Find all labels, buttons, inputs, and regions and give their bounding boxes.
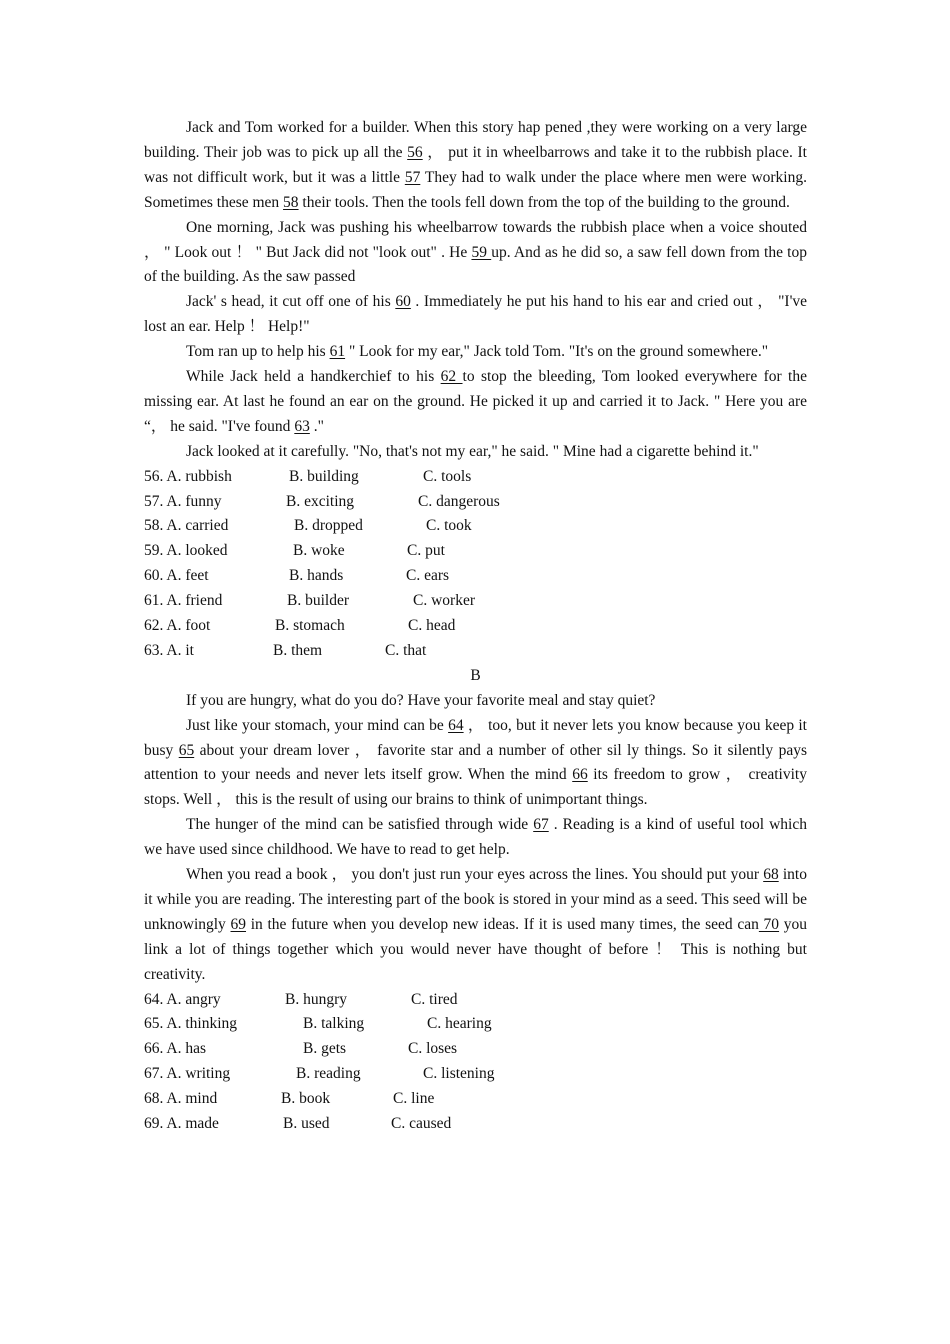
option-c: C. line [393, 1090, 435, 1108]
blank-number: 70 [758, 915, 780, 933]
option-row-59 [144, 539, 807, 564]
option-b: B. reading [296, 1065, 361, 1083]
option-b: B. used [283, 1115, 330, 1133]
option-a: 67. A. writing [144, 1065, 231, 1083]
option-c: C. hearing [427, 1015, 492, 1033]
blank-number: 65 [178, 741, 195, 759]
text-run: ." [309, 417, 324, 435]
option-c: C. caused [391, 1115, 452, 1133]
option-b: B. them [273, 641, 323, 659]
option-a: 65. A. thinking [144, 1015, 238, 1033]
blank-number: 59 [471, 243, 492, 261]
option-b: B. building [289, 467, 359, 485]
text-run: ， put it in wheelbarrows and take it to the rubbish place. It was not difficult work, but it was a little [144, 143, 807, 186]
text-run: " Look for my ear," Jack told Tom. "It's on the ground somewhere." [345, 343, 769, 361]
option-row-65 [144, 1012, 807, 1037]
blank-number: 62 [440, 368, 463, 386]
text-run: When you read a book ， you don't just run your eyes across the lines. You should put your [186, 866, 764, 884]
text-run: They had to walk under the place where men were working. Sometimes these men [144, 168, 807, 211]
option-a: 69. A. made [144, 1115, 219, 1133]
option-c: C. tools [423, 467, 472, 485]
option-c: C. ears [406, 567, 450, 585]
option-a: 64. A. angry [144, 990, 221, 1008]
option-c: C. listening [423, 1065, 495, 1083]
passage-b-paragraph-2 [144, 714, 807, 814]
passage-a-paragraph-1 [144, 116, 807, 216]
option-a: 59. A. looked [144, 542, 228, 560]
passage-a-paragraph-6 [144, 440, 807, 465]
option-row-58 [144, 514, 807, 539]
blank-number: 63 [294, 417, 310, 435]
option-row-69 [144, 1112, 807, 1137]
blank-number: 58 [283, 193, 299, 211]
option-c: C. that [385, 641, 427, 659]
option-b: B. exciting [286, 492, 355, 510]
text-run: The hunger of the mind can be satisfied through wide [186, 816, 534, 834]
passage-a-paragraph-2 [144, 216, 807, 291]
option-row-57 [144, 490, 807, 515]
option-b: B. stomach [275, 617, 345, 635]
blank-number: 61 [329, 343, 346, 361]
option-c: C. put [407, 542, 445, 560]
blank-number: 68 [763, 866, 779, 884]
option-row-66 [144, 1037, 807, 1062]
option-row-62 [144, 614, 807, 639]
text-run: ， too, but it never lets you know because you keep it busy [144, 716, 807, 759]
passage-b-paragraph-1 [144, 689, 807, 714]
option-b: B. book [281, 1090, 331, 1108]
text-run: If you are hungry, what do you do? Have your favorite meal and stay quiet? [186, 691, 656, 709]
option-a: 57. A. funny [144, 492, 222, 510]
option-c: C. took [426, 517, 472, 535]
document-page [144, 116, 807, 1137]
option-a: 66. A. has [144, 1040, 206, 1058]
option-b: B. gets [303, 1040, 347, 1058]
option-b: B. hungry [285, 990, 347, 1008]
option-row-63 [144, 639, 807, 664]
option-b: B. dropped [294, 517, 363, 535]
text-run: into it while you are reading. The interesting part of the book is stored in your mind as a seed. This seed will be unknowingly [144, 866, 807, 933]
option-b: B. hands [289, 567, 344, 585]
blank-number: 56 [407, 143, 423, 161]
option-a: 68. A. mind [144, 1090, 218, 1108]
passage-a-paragraph-4 [144, 340, 807, 365]
passage-a-paragraph-5 [144, 365, 807, 440]
passage-b-paragraph-4 [144, 863, 807, 988]
blank-number: 67 [533, 816, 549, 834]
text-run: Jack' s head, it cut off one of his [186, 293, 396, 311]
text-run: about your dream lover ， favorite star and a number of other sil ly things. So it silently pays attention to your needs and never lets itself grow. When the mind [144, 741, 807, 784]
option-a: 58. A. carried [144, 517, 229, 535]
option-c: C. dangerous [418, 492, 500, 510]
option-row-60 [144, 564, 807, 589]
text-run: Tom ran up to help his [186, 343, 330, 361]
option-row-56 [144, 465, 807, 490]
options-a [144, 465, 807, 664]
text-run: to stop the bleeding, Tom looked everywhere for the missing ear. At last he found an ear on the ground. He picked it up and carried it to Jack. " Here you are “， he said. "I've found [144, 368, 807, 435]
option-b: B. talking [303, 1015, 365, 1033]
text-run: While Jack held a handkerchief to his [186, 368, 441, 386]
text-run: in the future when you develop new ideas. If it is used many times, the seed can [246, 915, 759, 933]
option-b: B. builder [287, 592, 349, 610]
option-c: C. tired [411, 990, 458, 1008]
option-row-64 [144, 988, 807, 1013]
blank-number: 64 [448, 716, 464, 734]
blank-number: 66 [572, 766, 588, 784]
text-run: up. And as he did so, a saw fell down from the top of the building. As the saw passed [144, 243, 807, 286]
option-row-68 [144, 1087, 807, 1112]
section-b-heading: B [470, 666, 481, 684]
option-a: 63. A. it [144, 641, 194, 659]
text-run: . Immediately he put his hand to his ear and cried out ， "I've lost an ear. Help ！ Help!" [144, 293, 807, 336]
blank-number: 57 [404, 168, 421, 186]
option-a: 61. A. friend [144, 592, 223, 610]
option-c: C. worker [413, 592, 475, 610]
option-c: C. loses [408, 1040, 458, 1058]
option-b: B. woke [293, 542, 345, 560]
blank-number: 60 [395, 293, 411, 311]
options-b [144, 988, 807, 1137]
option-row-61 [144, 589, 807, 614]
text-run: Jack and Tom worked for a builder. When this story hap pened ,they were working on a very large building. Their job was to pick up all the [144, 119, 807, 161]
option-c: C. head [408, 617, 456, 635]
option-row-67 [144, 1062, 807, 1087]
text-run: One morning, Jack was pushing his wheelbarrow towards the rubbish place when a voice shouted ， " Look out ！ " But Jack did not "look out" . He [144, 218, 807, 261]
passage-a-paragraph-3 [144, 290, 807, 340]
text-run: Jack looked at it carefully. "No, that's not my ear," he said. " Mine had a cigarette behind it." [186, 442, 759, 460]
text-run: Just like your stomach, your mind can be [186, 716, 449, 734]
text-run: its freedom to grow ， creativity stops. Well ， this is the result of using our brains to think of unimportant things. [144, 766, 807, 809]
option-a: 62. A. foot [144, 617, 211, 635]
passage-b-paragraph-3 [144, 813, 807, 863]
blank-number: 69 [230, 915, 247, 933]
text-run: their tools. Then the tools fell down from the top of the building to the ground. [298, 193, 790, 211]
text-run: . Reading is a kind of useful tool which we have used since childhood. We have to read to get help. [144, 816, 807, 859]
option-a: 60. A. feet [144, 567, 209, 585]
text-run: you link a lot of things together which you would never have thought of before ！ This is nothing but creativity. [144, 915, 808, 983]
option-a: 56. A. rubbish [144, 467, 232, 485]
